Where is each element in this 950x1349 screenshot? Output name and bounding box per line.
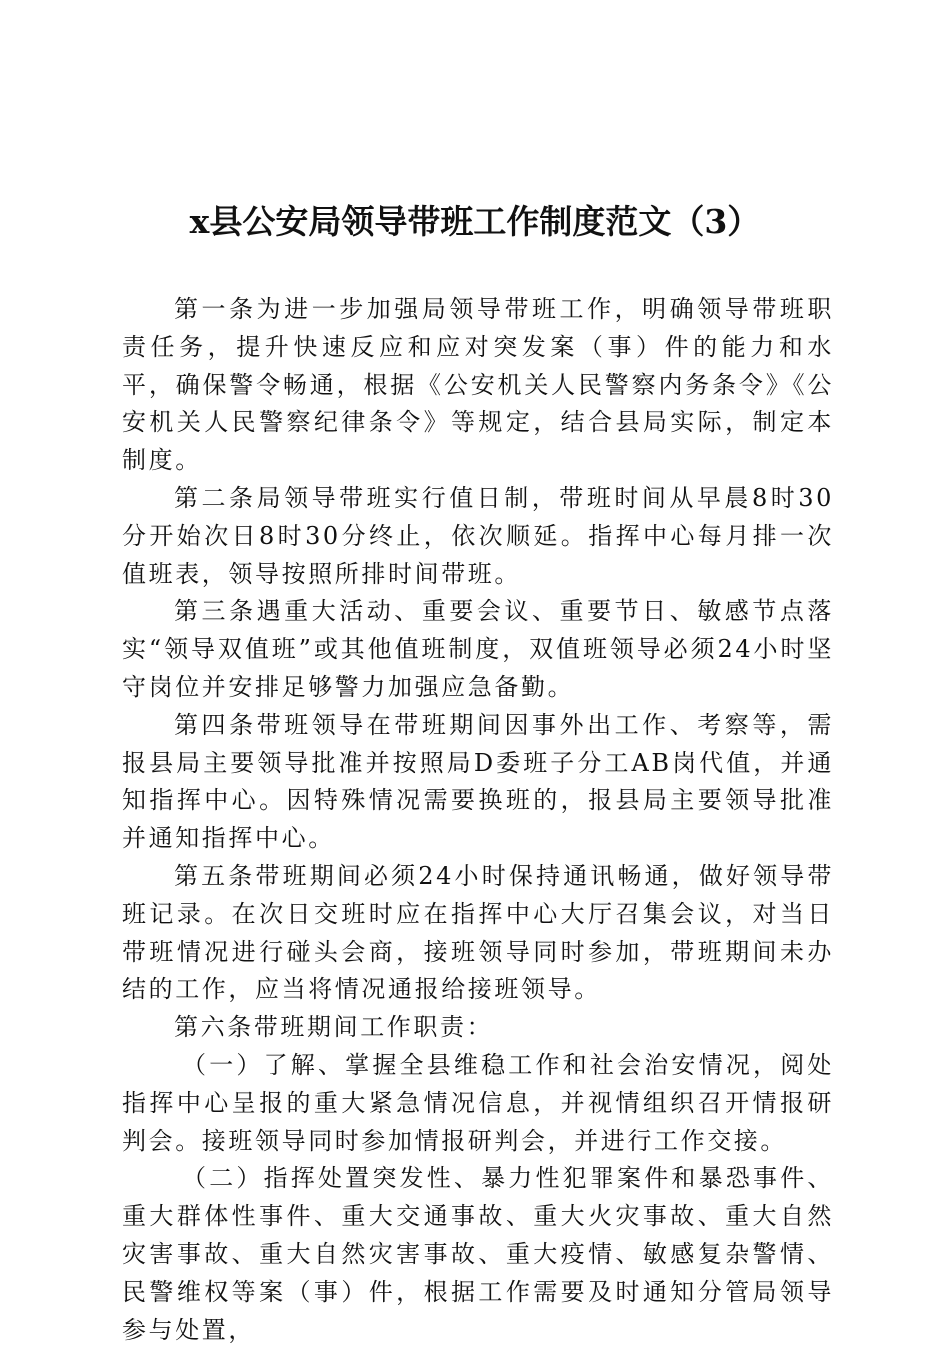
- paragraph-article-5: 第五条带班期间必须24小时保持通讯畅通，做好领导带班记录。在次日交班时应在指挥中心大厅召集会议，对当日带班情况进行碰头会商，接班领导同时参加，带班期间未办结的工作，应当将情况通报给接班领导。: [122, 861, 834, 1004]
- document-title: x县公安局领导带班工作制度范文（3）: [189, 202, 761, 241]
- paragraph-item-1: （一）了解、掌握全县维稳工作和社会治安情况，阅处指挥中心呈报的重大紧急情况信息，并视情组织召开情报研判会。接班领导同时参加情报研判会，并进行工作交接。: [122, 1050, 834, 1155]
- paragraph-item-2: （二）指挥处置突发性、暴力性犯罪案件和暴恐事件、重大群体性事件、重大交通事故、重大火灾事故、重大自然灾害事故、重大自然灾害事故、重大疫情、敏感复杂警情、民警维权等案（事）件，根据工作需要及时通知分管局领导参与处置，: [122, 1164, 834, 1344]
- paragraph-article-2: 第二条局领导带班实行值日制，带班时间从早晨8时30分开始次日8时30分终止，依次顺延。指挥中心每月排一次值班表，领导按照所排时间带班。: [122, 483, 834, 588]
- paragraph-article-6: 第六条带班期间工作职责：: [174, 1013, 494, 1042]
- paragraph-article-1: 第一条为进一步加强局领导带班工作，明确领导带班职责任务，提升快速反应和应对突发案（事）件的能力和水平，确保警令畅通，根据《公安机关人民警察内务条令》《公安机关人民警察纪律条令》等规定，结合县局实际，制定本制度。: [122, 295, 834, 475]
- paragraph-article-3: 第三条遇重大活动、重要会议、重要节日、敏感节点落实“领导双值班”或其他值班制度，双值班领导必须24小时坚守岗位并安排足够警力加强应急备勤。: [122, 597, 834, 701]
- paragraph-article-4: 第四条带班领导在带班期间因事外出工作、考察等，需报县局主要领导批准并按照局D委班子分工AB岗代值，并通知指挥中心。因特殊情况需要换班的，报县局主要领导批准并通知指挥中心。: [122, 710, 834, 853]
- document-body: [122, 291, 834, 1349]
